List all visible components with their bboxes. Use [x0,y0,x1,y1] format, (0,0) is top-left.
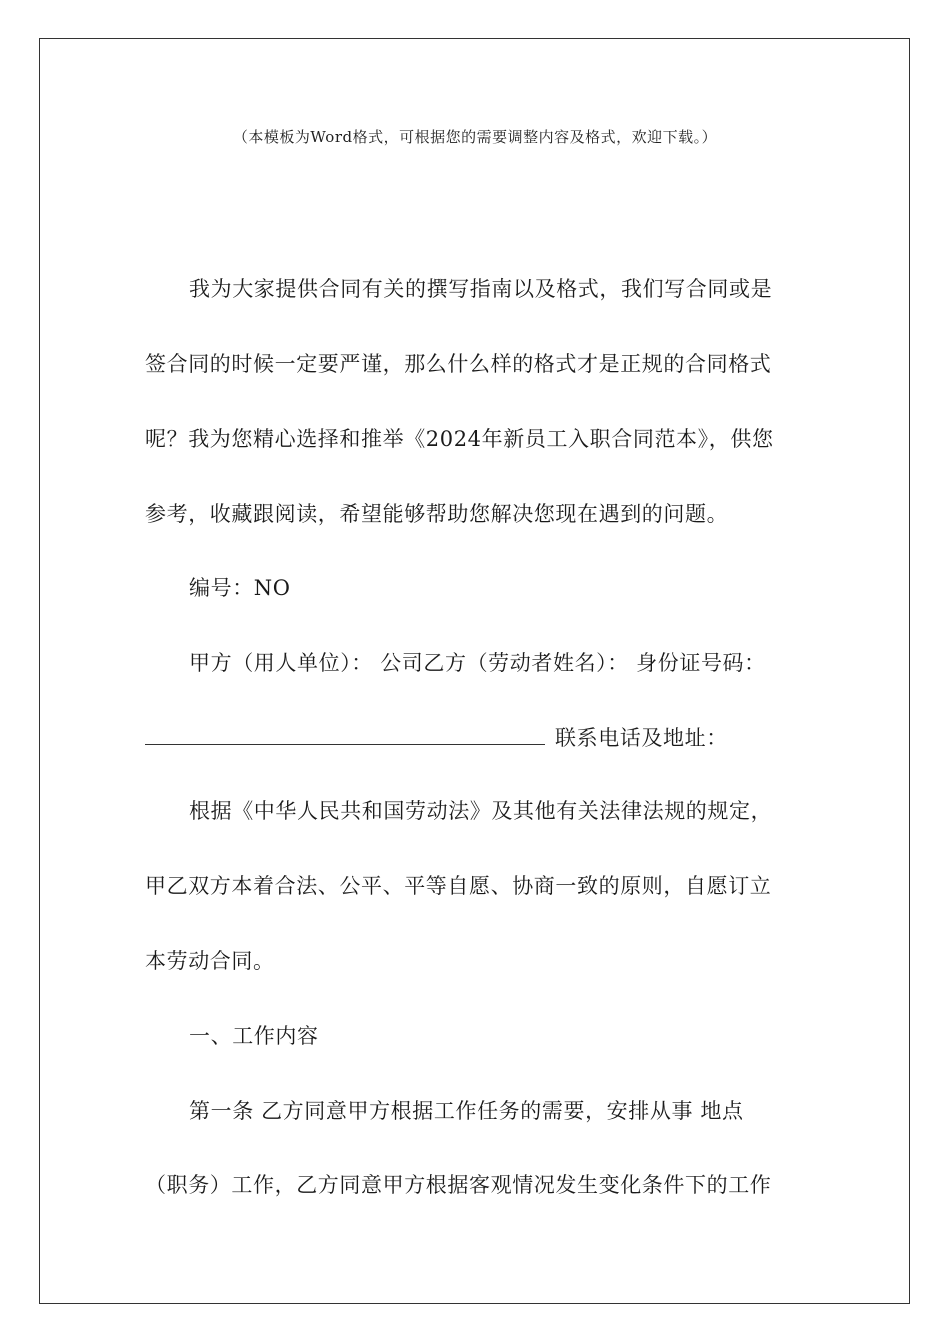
intro-line-1: 我为大家提供合同有关的撰写指南以及格式，我们写合同或是 [189,277,773,301]
contact-label: 联系电话及地址： [555,726,728,750]
intro-line-3: 呢？我为您精心选择和推举《2024年新员工入职合同范本》，供您 [145,427,774,451]
intro-line-4: 参考，收藏跟阅读，希望能够帮助您解决您现在遇到的问题。 [145,502,729,526]
article1-line-2: （职务）工作，乙方同意甲方根据客观情况发生变化条件下的工作 [145,1173,772,1197]
blank-underline [145,722,545,745]
article1-line-1: 第一条 乙方同意甲方根据工作任务的需要，安排从事 地点 [189,1099,744,1123]
contract-number: 编号：NO [189,576,291,600]
basis-line-2: 甲乙双方本着合法、公平、平等自愿、协商一致的原则，自愿订立 [145,874,772,898]
template-note: （本模板为Word格式，可根据您的需要调整内容及格式，欢迎下载。） [232,128,718,146]
contact-line [145,722,805,753]
basis-line-3: 本劳动合同。 [145,949,275,973]
section-title: 一、工作内容 [189,1024,319,1048]
parties-line: 甲方（用人单位）： 公司乙方（劳动者姓名）： 身份证号码： [189,651,766,675]
intro-line-2: 签合同的时候一定要严谨，那么什么样的格式才是正规的合同格式 [145,352,772,376]
basis-line-1: 根据《中华人民共和国劳动法》及其他有关法律法规的规定， [189,799,773,823]
